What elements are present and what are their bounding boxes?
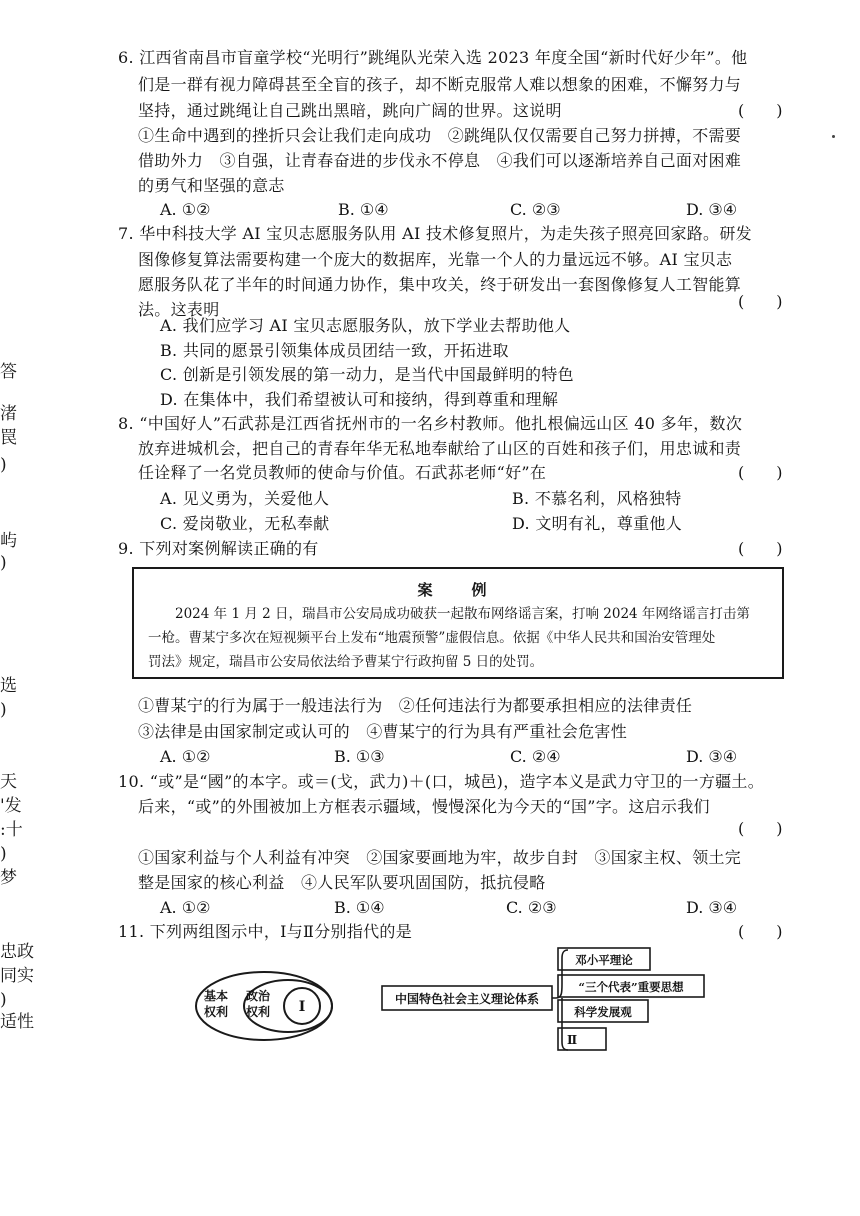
case-text: 罚法》规定，瑞昌市公安局依法给予曹某宁行政拘留 5 日的处罚。 — [148, 654, 544, 670]
option-a[interactable]: A. ①② — [160, 200, 211, 219]
question-text: 9. 下列对案例解读正确的有 — [118, 539, 319, 558]
question-text: 8. “中国好人”石武荪是江西省抚州市的一名乡村教师。他扎根偏远山区 40 多年，数次 — [118, 414, 743, 433]
margin-fragment: ) — [0, 455, 7, 475]
branch-label: “三个代表”重要思想 — [578, 980, 684, 994]
case-box — [132, 567, 784, 679]
margin-fragment: ) — [0, 844, 7, 864]
margin-fragment: 忠政 — [0, 942, 34, 962]
answer-parentheses: ( ) — [738, 292, 783, 311]
margin-fragment: 答 — [0, 362, 17, 382]
option-b[interactable]: B. 共同的愿景引领集体成员团结一致，开拓进取 — [160, 341, 509, 360]
question-text: 11. 下列两组图示中，Ⅰ与Ⅱ分别指代的是 — [118, 922, 413, 941]
margin-fragment: 天 — [0, 772, 17, 792]
question-text: 坚持，通过跳绳让自己跳出黑暗，跳向广阔的世界。这说明 — [138, 101, 562, 120]
middle-label-line1: 政治 — [245, 989, 271, 1003]
margin-fragment: 选 — [0, 676, 17, 696]
option-c[interactable]: C. 爱岗敬业，无私奉献 — [160, 514, 330, 533]
question-text: 7. 华中科技大学 AI 宝贝志愿服务队用 AI 技术修复照片，为走失孩子照亮回家路。研发 — [118, 224, 752, 243]
option-c[interactable]: C. ②③ — [510, 200, 561, 219]
root-label: 中国特色社会主义理论体系 — [394, 992, 540, 1006]
middle-label-line2: 权利 — [245, 1005, 271, 1019]
question-text: 法。这表明 — [138, 300, 220, 319]
statement-text: 的勇气和坚强的意志 — [138, 176, 285, 195]
option-a[interactable]: A. ①② — [160, 747, 211, 766]
question-text: 6. 江西省南昌市盲童学校“光明行”跳绳队光荣入选 2023 年度全国“新时代好少年”。他 — [118, 48, 748, 67]
question-text: 任诠释了一名党员教师的使命与价值。石武荪老师“好”在 — [138, 463, 547, 482]
option-b[interactable]: B. ①④ — [334, 898, 385, 917]
option-b[interactable]: B. ①③ — [334, 747, 385, 766]
question-text: 愿服务队花了半年的时间通力协作，集中攻关，终于研发出一套图像修复人工智能算 — [138, 275, 742, 294]
statement-text: 借助外力 ③自强，让青春奋进的步伐永不停息 ④我们可以逐渐培养自己面对困难 — [138, 151, 742, 170]
nested-rights-diagram — [192, 966, 342, 1046]
option-c[interactable]: C. ②③ — [506, 898, 557, 917]
option-d[interactable]: D. ③④ — [686, 898, 738, 917]
margin-fragment: 同实 — [0, 966, 34, 986]
brace-top — [552, 950, 568, 998]
question-text: 们是一群有视力障碍甚至全盲的孩子，却不断克服常人难以想象的困难，不懈努力与 — [138, 75, 742, 94]
question-text: 放弃进城机会，把自己的青春年华无私地奉献给了山区的百姓和孩子们，用忠诚和责 — [138, 439, 742, 458]
option-b[interactable]: B. ①④ — [338, 200, 389, 219]
margin-fragment: 渚 — [0, 404, 17, 424]
theory-system-diagram — [380, 944, 720, 1056]
question-text: 图像修复算法需要构建一个庞大的数据库，光靠一个人的力量远远不够。AI 宝贝志 — [138, 250, 733, 269]
option-c[interactable]: C. ②④ — [510, 747, 561, 766]
branch-label: Ⅱ — [566, 1033, 578, 1047]
answer-parentheses: ( ) — [738, 922, 783, 941]
option-d[interactable]: D. 在集体中，我们希望被认可和接纳，得到尊重和理解 — [160, 390, 559, 409]
margin-fragment: '发 — [0, 796, 22, 816]
margin-fragment: :十 — [0, 820, 23, 840]
branch-label: 科学发展观 — [574, 1005, 632, 1019]
margin-fragment: ) — [0, 990, 7, 1010]
option-b[interactable]: B. 不慕名利，风格独特 — [512, 489, 682, 508]
option-d[interactable]: D. 文明有礼，尊重他人 — [512, 514, 683, 533]
branch-box — [558, 1028, 606, 1050]
statement-text: 整是国家的核心利益 ④人民军队要巩固国防，抵抗侵略 — [138, 873, 546, 892]
statement-text: ①国家利益与个人利益有冲突 ②国家要画地为牢，故步自封 ③国家主权、领土完 — [138, 848, 742, 867]
option-a[interactable]: A. ①② — [160, 898, 211, 917]
option-d[interactable]: D. ③④ — [686, 747, 738, 766]
scan-dot — [832, 135, 835, 138]
option-a[interactable]: A. 我们应学习 AI 宝贝志愿服务队，放下学业去帮助他人 — [160, 316, 571, 335]
inner-label: Ⅰ — [298, 999, 306, 1015]
answer-parentheses: ( ) — [738, 463, 783, 482]
outer-label-line2: 权利 — [203, 1005, 229, 1019]
margin-fragment: 罠 — [0, 428, 17, 448]
answer-parentheses: ( ) — [738, 539, 783, 558]
margin-fragment: ) — [0, 700, 7, 720]
option-d[interactable]: D. ③④ — [686, 200, 738, 219]
branch-label: 邓小平理论 — [575, 953, 633, 967]
answer-parentheses: ( ) — [738, 101, 783, 120]
margin-fragment: 屿 — [0, 531, 17, 551]
outer-label-line1: 基本 — [203, 989, 229, 1003]
answer-parentheses: ( ) — [738, 819, 783, 838]
case-text: 2024 年 1 月 2 日，瑞昌市公安局成功破获一起散布网络谣言案，打响 2024 年网络谣言打击第 — [175, 606, 750, 622]
option-a[interactable]: A. 见义勇为，关爱他人 — [160, 489, 330, 508]
case-title: 案 例 — [417, 581, 499, 599]
statement-text: ③法律是由国家制定或认可的 ④曹某宁的行为具有严重社会危害性 — [138, 722, 628, 741]
question-text: 后来，“或”的外围被加上方框表示疆域，慢慢深化为今天的“国”字。这启示我们 — [138, 797, 710, 816]
margin-fragment: 适性 — [0, 1012, 34, 1032]
option-c[interactable]: C. 创新是引领发展的第一动力，是当代中国最鲜明的特色 — [160, 365, 574, 384]
question-text: 10. “或”是“國”的本字。或＝(戈，武力)＋(口，城邑)，造字本义是武力守卫的一方疆土。 — [118, 772, 765, 791]
statement-text: ①曹某宁的行为属于一般违法行为 ②任何违法行为都要承担相应的法律责任 — [138, 696, 693, 715]
statement-text: ①生命中遇到的挫折只会让我们走向成功 ②跳绳队仅仅需要自己努力拼搏，不需要 — [138, 126, 742, 145]
case-text: 一枪。曹某宁多次在短视频平台上发布“地震预警”虚假信息。依据《中华人民共和国治安管理处 — [148, 630, 716, 646]
margin-fragment: ) — [0, 553, 7, 573]
margin-fragment: 梦 — [0, 868, 17, 888]
